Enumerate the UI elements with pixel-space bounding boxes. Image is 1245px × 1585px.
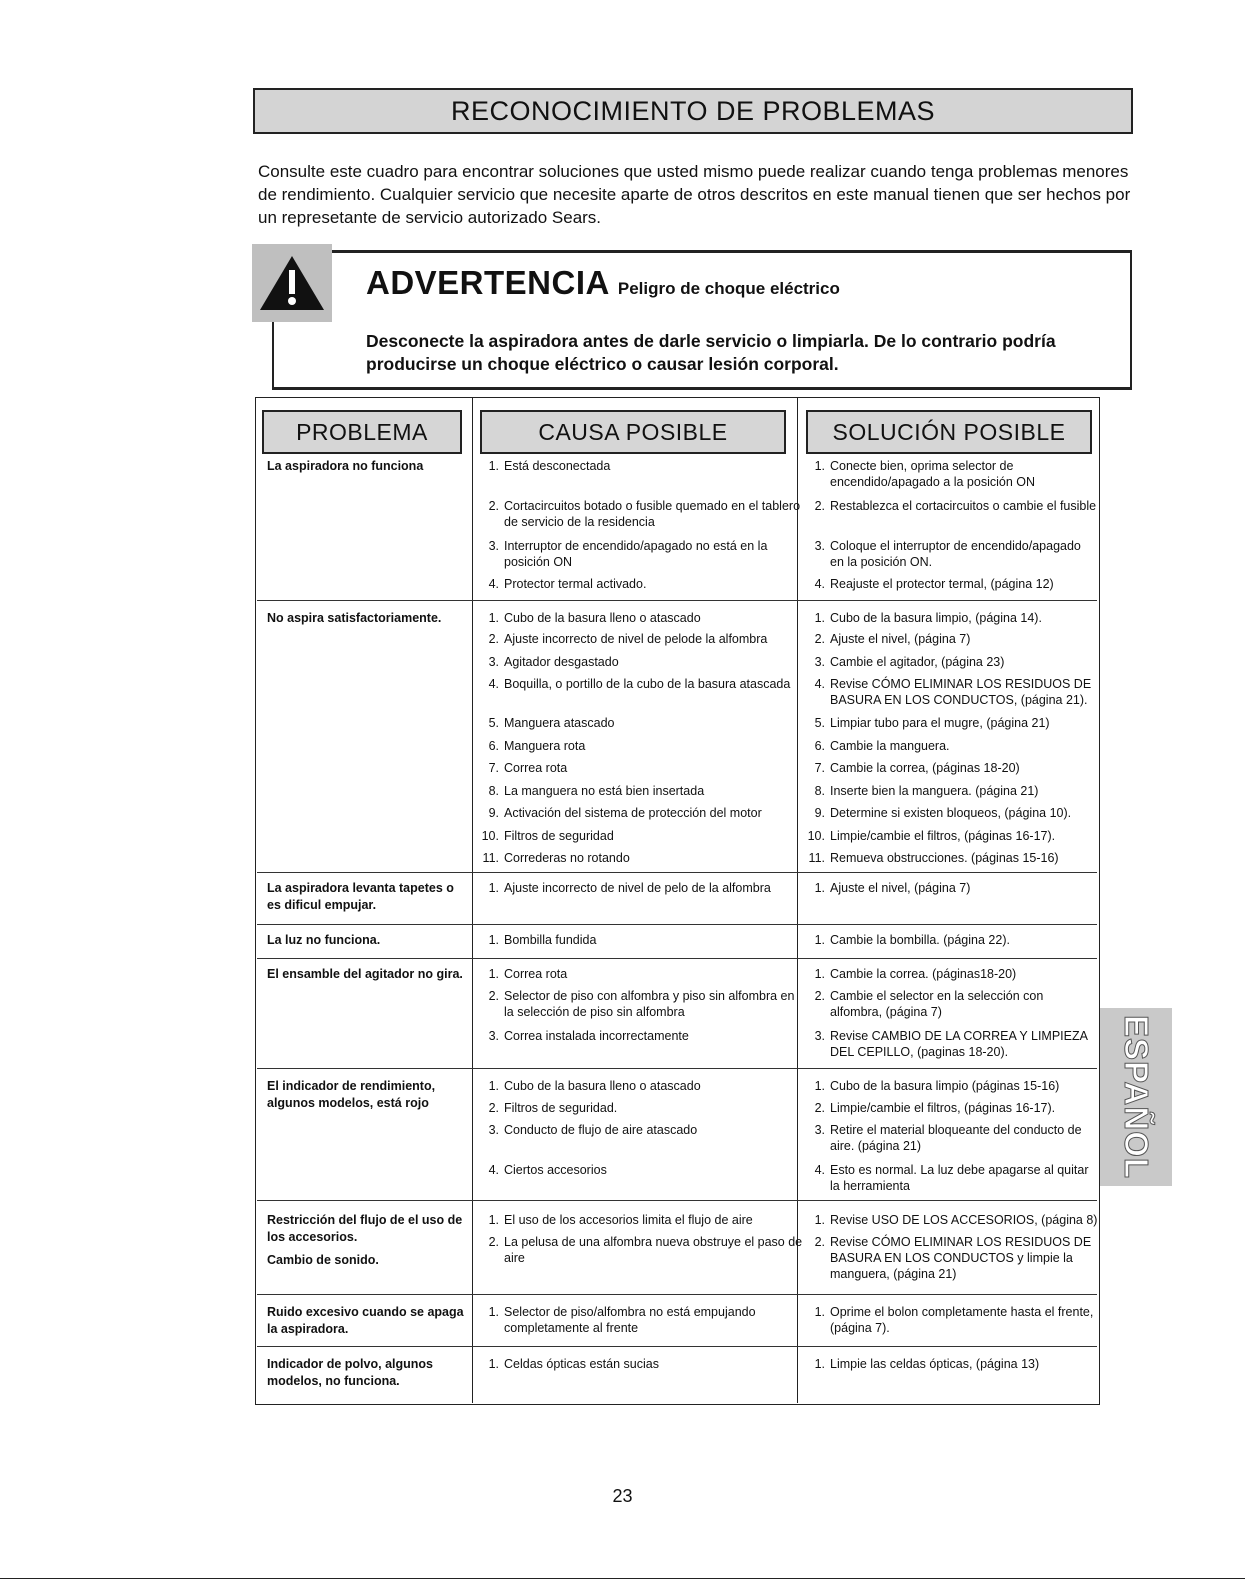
item-text: Limpie las celdas ópticas, (página 13) <box>830 1357 1040 1371</box>
item-number: 1. <box>814 459 825 473</box>
item-number: 4. <box>488 577 499 591</box>
item-number: 2. <box>814 989 825 1003</box>
row-divider <box>257 1294 1097 1295</box>
bottom-rule <box>0 1578 1245 1579</box>
item-text: Esto es normal. La luz debe apagarse al quitar la herramienta <box>830 1163 1089 1193</box>
item-text: El uso de los accesorios limita el flujo de aire <box>504 1213 753 1227</box>
item-number: 1. <box>814 1305 825 1319</box>
item-text: Restablezca el cortacircuitos o cambie el fusible <box>830 499 1097 513</box>
item-number: 2. <box>814 499 825 513</box>
item-text: Correa rota <box>504 761 568 775</box>
item-number: 2. <box>488 1235 499 1249</box>
item-text: Remueva obstrucciones. (páginas 15-16) <box>830 851 1059 865</box>
item-number: 2. <box>814 632 825 646</box>
item-text: Cubo de la basura lleno o atascado <box>504 611 701 625</box>
item-number: 9. <box>488 806 499 820</box>
problem-text: La luz no funciona. <box>267 933 381 947</box>
item-text: La manguera no está bien insertada <box>504 784 705 798</box>
item-number: 1. <box>814 1079 825 1093</box>
item-number: 1. <box>814 933 825 947</box>
item-text: Está desconectada <box>504 459 611 473</box>
item-text: Revise USO DE LOS ACCESORIOS, (página 8) <box>830 1213 1098 1227</box>
item-number: 1. <box>488 1357 499 1371</box>
item-number: 1. <box>488 881 499 895</box>
item-text: Ciertos accesorios <box>504 1163 607 1177</box>
item-number: 5. <box>488 716 499 730</box>
item-number: 1. <box>488 967 499 981</box>
row-divider <box>257 1200 1097 1201</box>
intro-paragraph: Consulte este cuadro para encontrar soluciones que usted mismo puede realizar cuando tenga problemas menores de rendimiento. Cualquier servicio que necesite aparte de otros descritos en este manual tienen que ser hechos por un represetante de servicio autorizado Sears. <box>258 162 1131 227</box>
item-text: Revise CÓMO ELIMINAR LOS RESIDUOS DE BASURA EN LOS CONDUCTOS y limpie la manguera, (página 21) <box>830 1235 1092 1281</box>
problem-text-secondary: Cambio de sonido. <box>267 1253 379 1267</box>
item-number: 10. <box>481 829 499 843</box>
item-number: 1. <box>814 611 825 625</box>
item-text: Conecte bien, oprima selector de encendido/apagado a la posición ON <box>830 459 1036 489</box>
item-text: Celdas ópticas están sucias <box>504 1357 659 1371</box>
item-text: Cambie la correa, (páginas 18-20) <box>830 761 1020 775</box>
item-number: 2. <box>814 1101 825 1115</box>
item-number: 6. <box>814 739 825 753</box>
item-text: Limpie/cambie el filtros, (páginas 16-17). <box>830 829 1056 843</box>
item-number: 4. <box>488 677 499 691</box>
problem-text: Restricción del flujo de el uso de los accesorios. <box>267 1213 463 1244</box>
item-number: 3. <box>488 539 499 553</box>
problem-text: La aspiradora levanta tapetes o es dificul empujar. <box>267 881 454 912</box>
item-text: Ajuste incorrecto de nivel de pelode la alfombra <box>504 632 768 646</box>
item-number: 3. <box>488 1029 499 1043</box>
header-cause <box>480 410 786 454</box>
item-text: Cubo de la basura lleno o atascado <box>504 1079 701 1093</box>
row-divider <box>257 600 1097 601</box>
item-text: Cubo de la basura limpio, (página 14). <box>830 611 1042 625</box>
item-number: 11. <box>482 851 499 865</box>
table-row <box>257 610 1097 866</box>
warning-title: ADVERTENCIA <box>366 264 610 301</box>
warning-subtitle: Peligro de choque eléctrico <box>617 279 840 298</box>
item-number: 1. <box>488 1079 499 1093</box>
item-text: Correa rota <box>504 967 568 981</box>
item-number: 8. <box>488 784 499 798</box>
item-number: 4. <box>814 1163 825 1177</box>
item-number: 2. <box>488 989 499 1003</box>
item-text: Selector de piso con alfombra y piso sin alfombra en la selección de piso sin alfombra <box>504 989 795 1019</box>
table-row <box>257 458 1097 594</box>
problem-text: El ensamble del agitador no gira. <box>267 967 463 981</box>
header-problem <box>262 410 462 454</box>
row-divider <box>257 872 1097 873</box>
item-number: 7. <box>488 761 499 775</box>
item-number: 4. <box>814 577 825 591</box>
language-tab-label: ESPAÑOL <box>1118 1014 1155 1180</box>
warning-text: Desconecte la aspiradora antes de darle servicio o limpiarla. De lo contrario podría producirse un choque eléctrico o causar lesión corporal. <box>366 331 1056 374</box>
header-solution-label: SOLUCIÓN POSIBLE <box>832 419 1066 445</box>
warning-heading <box>366 264 840 302</box>
item-number: 2. <box>488 499 499 513</box>
problem-text: El indicador de rendimiento, algunos modelos, está rojo <box>267 1079 436 1110</box>
header-solution <box>806 410 1092 454</box>
page-title: RECONOCIMIENTO DE PROBLEMAS <box>450 96 936 126</box>
item-text: Coloque el interruptor de encendido/apagado en la posición ON. <box>830 539 1081 569</box>
item-text: Filtros de seguridad <box>504 829 614 843</box>
item-text: Determine si existen bloqueos, (página 10). <box>830 806 1072 820</box>
item-text: Boquilla, o portillo de la cubo de la basura atascada <box>504 677 791 691</box>
item-text: Correa instalada incorrectamente <box>504 1029 689 1043</box>
item-number: 1. <box>814 1213 825 1227</box>
item-number: 4. <box>488 1163 499 1177</box>
item-text: Ajuste incorrecto de nivel de pelo de la alfombra <box>504 881 771 895</box>
problem-text: Indicador de polvo, algunos modelos, no funciona. <box>267 1357 433 1388</box>
item-text: Cambie la bombilla. (página 22). <box>830 933 1010 947</box>
row-divider <box>257 1068 1097 1069</box>
item-text: Conducto de flujo de aire atascado <box>504 1123 698 1137</box>
item-number: 3. <box>814 1029 825 1043</box>
item-text: Limpiar tubo para el mugre, (página 21) <box>830 716 1050 730</box>
item-number: 7. <box>814 761 825 775</box>
item-text: Filtros de seguridad. <box>504 1101 618 1115</box>
problem-text: Ruido excesivo cuando se apaga la aspiradora. <box>267 1305 464 1336</box>
item-text: Selector de piso/alfombra no está empujando completamente al frente <box>504 1305 756 1335</box>
item-number: 1. <box>488 933 499 947</box>
item-text: Ajuste el nivel, (página 7) <box>830 632 971 646</box>
item-text: Agitador desgastado <box>504 655 619 669</box>
item-text: Manguera atascado <box>504 716 615 730</box>
item-text: Reajuste el protector termal, (página 12) <box>830 577 1054 591</box>
item-text: Inserte bien la manguera. (página 21) <box>830 784 1039 798</box>
item-number: 3. <box>814 655 825 669</box>
item-number: 1. <box>814 1357 825 1371</box>
item-text: Retire el material bloqueante del conducto de aire. (página 21) <box>830 1123 1082 1153</box>
row-divider <box>257 958 1097 959</box>
item-text: La pelusa de una alfombra nueva obstruye el paso de aire <box>504 1235 803 1265</box>
header-cause-label: CAUSA POSIBLE <box>538 419 728 445</box>
item-text: Cambie el agitador, (página 23) <box>830 655 1005 669</box>
item-number: 1. <box>488 611 499 625</box>
item-number: 1. <box>488 1213 499 1227</box>
item-number: 9. <box>814 806 825 820</box>
problem-text: No aspira satisfactoriamente. <box>267 611 442 625</box>
item-text: Ajuste el nivel, (página 7) <box>830 881 971 895</box>
item-number: 3. <box>814 1123 825 1137</box>
item-text: Bombilla fundida <box>504 933 597 947</box>
item-number: 11. <box>808 851 825 865</box>
item-text: Cambie el selector en la selección con alfombra, (página 7) <box>830 989 1044 1019</box>
item-number: 1. <box>488 1305 499 1319</box>
item-number: 3. <box>488 655 499 669</box>
page-number: 23 <box>612 1486 633 1506</box>
item-text: Manguera rota <box>504 739 586 753</box>
problem-text: La aspiradora no funciona <box>267 459 424 473</box>
item-text: Oprime el bolon completamente hasta el frente, (página 7). <box>830 1305 1094 1335</box>
item-number: 2. <box>488 632 499 646</box>
warning-triangle-icon <box>258 254 326 312</box>
row-divider <box>257 1346 1097 1347</box>
header-problem-label: PROBLEMA <box>296 419 428 445</box>
item-text: Cortacircuitos botado o fusible quemado en el tablero de servicio de la residencia <box>504 499 801 529</box>
item-text: Cubo de la basura limpio (páginas 15-16) <box>830 1079 1060 1093</box>
item-text: Protector termal activado. <box>504 577 647 591</box>
item-number: 1. <box>814 967 825 981</box>
language-tab <box>1100 1008 1172 1186</box>
item-number: 6. <box>488 739 499 753</box>
item-number: 5. <box>814 716 825 730</box>
item-number: 3. <box>488 1123 499 1137</box>
item-number: 4. <box>814 677 825 691</box>
item-number: 10. <box>807 829 825 843</box>
item-text: Activación del sistema de protección del motor <box>504 806 762 820</box>
item-text: Cambie la correa. (páginas18-20) <box>830 967 1017 981</box>
item-number: 3. <box>814 539 825 553</box>
page-title-bar <box>253 88 1133 134</box>
item-text: Revise CÓMO ELIMINAR LOS RESIDUOS DE BASURA EN LOS CONDUCTOS, (página 21). <box>830 677 1092 707</box>
item-text: Limpie/cambie el filtros, (páginas 16-17). <box>830 1101 1056 1115</box>
item-number: 2. <box>488 1101 499 1115</box>
row-divider <box>257 924 1097 925</box>
item-number: 1. <box>814 881 825 895</box>
item-number: 2. <box>814 1235 825 1249</box>
item-text: Revise CAMBIO DE LA CORREA Y LIMPIEZA DEL CEPILLO, (paginas 18-20). <box>830 1029 1088 1059</box>
item-number: 8. <box>814 784 825 798</box>
item-text: Interruptor de encendido/apagado no está en la posición ON <box>504 539 768 569</box>
item-text: Cambie la manguera. <box>830 739 950 753</box>
item-number: 1. <box>488 459 499 473</box>
item-text: Correderas no rotando <box>504 851 630 865</box>
